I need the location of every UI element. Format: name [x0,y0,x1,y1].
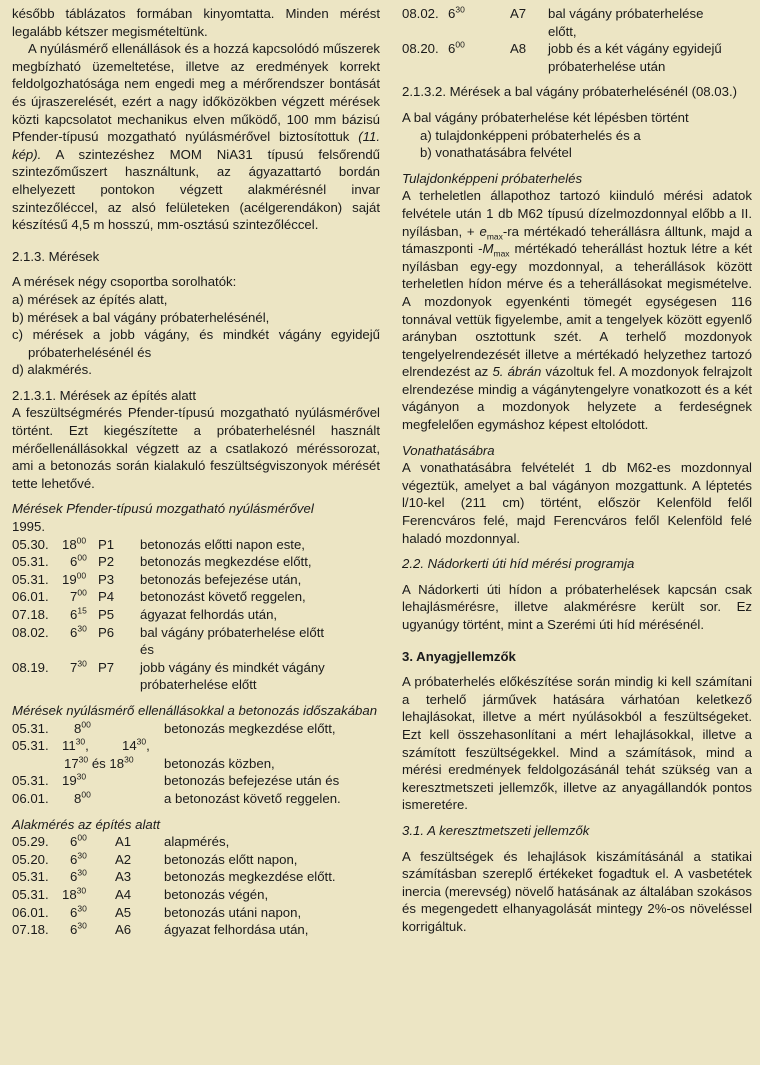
group-item: a) mérések az építés alatt, [12,291,168,307]
table-row: 08.02. $6^{30}$ P6 bal vágány próbaterhelése előtt és [12,623,325,658]
section-heading-3-1: 3.1. A keresztmetszeti jellemzők [402,822,590,838]
table-row: 08.02. $6^{30}$ A7 bal vágány próbaterhelése előtt, [402,4,704,39]
table-row: 05.31. $11^{30}$, $14^{30}$, [12,736,150,754]
groups-intro: A mérések négy csoportba sorolhatók: [12,274,237,290]
right-column [402,5,752,936]
section-heading-2-2: 2.2. Nádorkerti úti híd mérési programja [402,556,635,572]
pfender-year: 1995. [12,519,46,535]
left-column [12,5,380,939]
cross-section-paragraph: A feszültségek és lehajlások kiszámításánál a statikai számításban szereplő értékeket fogadtuk el. A vasbetétek inercia (merevség) növelő hatásának az általában szokásos és megengedett elhanyagolását mintegy 2%-os növeléssel korrigáltuk. [402,848,752,934]
table-row: 08.19. $7^{30}$ P7 jobb vágány és mindkét vágány próbaterhelése előtt [12,658,325,693]
construction-measurement-paragraph: A feszültségmérés Pfender-típusú mozgatható nyúlásmérővel történt. Ezt kiegészítette a próbaterhelésnél használt mérőellenállásokkal végzett az a csatlakozó méréssorozat, ami a betonozás során kialakuló feszültségviszonyok mérését tette lehetővé. [12,405,380,491]
section-heading-2-1-3: 2.1.3. Mérések [12,248,100,264]
group-item: c) mérések a jobb vágány, és mindkét vágány egyidejű próbaterhelésénél és [12,327,380,360]
steps-intro: A bal vágány próbaterhelése két lépésben történt [402,109,689,125]
section-heading-3: 3. Anyagjellemzők [402,648,516,664]
table-row: 08.20. $6^{00}$ A8 jobb és a két vágány egyidejű próbaterhelése után [402,39,722,74]
step-item: a) tulajdonképpeni próbaterhelés és a [420,127,641,143]
table-row: 07.18. $6^{30}$ A6 ágyazat felhordása után, [12,920,309,938]
influence-line-subtitle: Vonathatásábra [402,442,495,458]
shape-measurement-subtitle: Alakmérés az építés alatt [12,816,161,832]
table-row: $17^{30}$ és $18^{30}$ betonozás közben, [64,754,275,771]
strain-gauge-subtitle: Mérések nyúlásmérő ellenállásokkal a betonozás időszakában [12,702,378,718]
table-row: 05.31. $19^{30}$ betonozás befejezése után és [12,771,340,789]
shape-measurement-table-continued [402,5,752,75]
table-row: 05.31. $18^{30}$ A4 betonozás végén, [12,885,269,902]
table-row: 07.18. $6^{15}$ P5 ágyazat felhordás után, [12,605,278,622]
table-row: 05.31. $6^{30}$ A3 betonozás megkezdése előtt. [12,867,336,885]
step-item: b) vonathatásábra felvétel [420,145,572,161]
table-row: 05.30. $18^{00}$ P1 betonozás előtti napon este, [12,535,305,552]
measurement-method-paragraph: A nyúlásmérő ellenállások és a hozzá kapcsolódó műszerek megbízható üzemeltetése, illetve az eredmények korrekt feldolgozhatósága nem engedi meg a mérőrendszer bontását és újraszerelését, ezért a nagy időközökben végzett mérések közti kapcsolatot mechanikus elven működő, 100 mm bázisú Pfender-típusú mozgatható nyúlásmérővel biztosítottuk (11. kép). A szintezéshez MOM NiA31 típusú felsőrendű szintezőműszert használtunk, az ágyazattartó bordán elhelyezett pontokon végzett alakmérésnél invar szintezőléccel, az alsó felületeken (acélgerendákon) saját készítésű 4,5 m hosszú, mm-osztású szintezőléccel. [12,41,381,233]
pfender-table [12,536,380,694]
group-item: d) alakmérés. [12,362,92,378]
groups-list [12,291,380,379]
load-test-subtitle: Tulajdonképpeni próbaterhelés [402,170,583,186]
shape-measurement-table [12,833,380,939]
section-heading-2-1-3-1: 2.1.3.1. Mérések az építés alatt [12,387,196,403]
table-row: 05.31. $19^{00}$ P3 betonozás befejezése után, [12,570,302,587]
material-properties-paragraph: A próbaterhelés előkészítése során mindig ki kell számítani a terhelő járművek hatására várhatóan keletkező lehajlásokat, illetve a mért nyúlásokból a feszültségeket. Ezt kell összehasonlítani a mért lehajlásokkal, illetve a számított feszültségekkel. Mind a számítások, mind a mérési eredmények feldolgozásánál tehát szükség van a keresztmetszeti jellemzők, illetve az anyagállandók pontos ismeretére. [402,674,752,813]
table-row: 05.29. $6^{00}$ A1 alapmérés, [12,832,230,850]
table-row: 06.01. $7^{00}$ P4 betonozást követő reggelen, [12,588,306,605]
table-row: 06.01. $8^{00}$ a betonozást követő reggelen. [12,789,341,806]
section-heading-2-1-3-2: 2.1.3.2. Mérések a bal vágány próbaterhelésénél (08.03.) [402,84,738,100]
intro-paragraph: később táblázatos formában kinyomtatta. Minden mérést legalább kétszer megismételtünk. [12,6,380,39]
figure-reference: 5. ábrán [492,364,542,380]
pfender-subtitle: Mérések Pfender-típusú mozgatható nyúlásmérővel [12,501,314,517]
strain-gauge-table [12,720,380,808]
load-test-paragraph: A terheletlen állapothoz tartozó kiinduló mérési adatok felvétele után 1 db M62 típusú dízelmozdonnyal előbb a II. nyílásban, + $e_{max}-ra$ mértékadó teherállásra álltunk, majd a támaszponti $-M_{max}$ mértékadó teherállást hoztuk létre a két nyílásban egy-egy mozdonnyal, a teherállások között terheletlen hídon mérve és a teherállásokat megismételve. A mozdonyok egyenkénti tömegét egységesen 116 tonnával vettük figyelembe, amit a tengelyek között egyenlő arányban osztottunk szét. A terhelő mozdonyok tengelyelrendezését illetve a mértékadó helyzethez tartozó elrendezést az 5. ábrán vázoltuk fel. A mozdonyok felrajzolt elrendezése mindig a vágánytengelyre vonatkozott és a két vágányon a mozdonyok helyzete a ferdeségnek megfelelően egymáshoz képest eltolódott. [402,188,752,433]
nadorkerti-paragraph: A Nádorkerti úti hídon a próbaterhelések kapcsán csak lehajlásmérésre, illetve alakmérésre került sor. Ez ugyanúgy történt, mint a Szerémi úti híd mérésénél. [402,581,752,632]
table-row: 06.01. $6^{30}$ A5 betonozás utáni napon, [12,903,302,920]
group-item: b) mérések a bal vágány próbaterhelésénél, [12,309,270,325]
table-row: 05.20. $6^{30}$ A2 betonozás előtt napon, [12,850,298,867]
influence-line-paragraph: A vonathatásábra felvételét 1 db M62-es mozdonnyal végeztük, amelyet a bal vágányon mozgattunk. A léptetés l/10-kel (211 cm) történt, először Kelenföld felől Ferencváros felé, majd Ferencváros felől Kelenföld felé haladó mozdonnyal. [402,460,752,546]
table-row: 05.31. $8^{00}$ betonozás megkezdése előtt, [12,719,336,736]
figure-reference: (11. kép). [12,129,380,162]
table-row: 05.31. $6^{00}$ P2 betonozás megkezdése előtt, [12,552,312,570]
